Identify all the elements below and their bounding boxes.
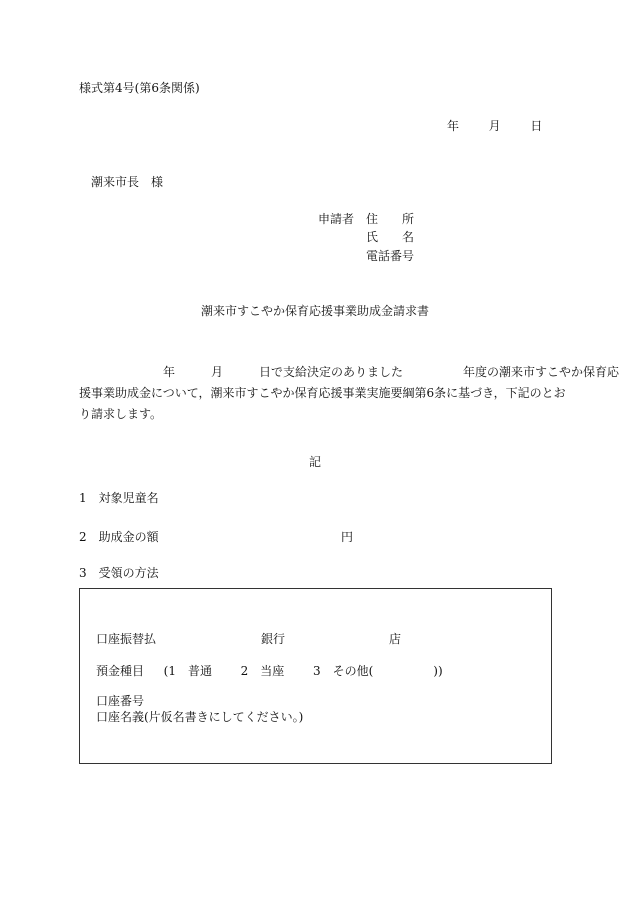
date-day-label: 日 bbox=[530, 119, 543, 133]
account-number-label: 口座番号 bbox=[96, 694, 145, 708]
date-year-label: 年 bbox=[447, 119, 460, 133]
deposit-option-ordinary: (1 普通 bbox=[163, 664, 212, 678]
deposit-option-current: 2 当座 bbox=[240, 664, 285, 678]
applicant-name-label: 氏 名 bbox=[366, 230, 415, 244]
item-target-child: 1 対象児童名 bbox=[79, 491, 159, 505]
account-name-label: 口座名義(片仮名書きにしてください。) bbox=[96, 710, 304, 724]
deposit-type-row bbox=[96, 665, 443, 677]
applicant-phone-label: 電話番号 bbox=[366, 249, 415, 263]
form-number: 様式第4号(第6条関係) bbox=[79, 81, 200, 95]
ki-heading: 記 bbox=[308, 455, 321, 469]
body-line-1: 年 月 日で支給決定のありました 年度の潮来市すこやか保育応 bbox=[79, 365, 620, 379]
date-month-label: 月 bbox=[488, 119, 501, 133]
deposit-type-label: 預金種目 bbox=[96, 664, 145, 678]
yen-unit: 円 bbox=[341, 530, 354, 544]
recipient: 潮来市長 様 bbox=[91, 175, 164, 189]
item-grant-amount: 2 助成金の額 bbox=[79, 530, 159, 544]
bank-label: 銀行 bbox=[261, 632, 286, 646]
deposit-option-other: 3 その他( )) bbox=[312, 664, 443, 678]
payment-method-box bbox=[79, 588, 552, 764]
item-receipt-method: 3 受領の方法 bbox=[79, 566, 159, 580]
body-paragraph bbox=[79, 362, 620, 425]
date-line bbox=[447, 120, 542, 132]
body-line-2: 援事業助成金について，潮来市すこやか保育応援事業実施要綱第6条に基づき，下記のとお bbox=[79, 386, 566, 400]
applicant-label: 申請者 bbox=[318, 212, 355, 226]
account-transfer-label: 口座振替払 bbox=[96, 632, 157, 646]
branch-label: 店 bbox=[389, 632, 402, 646]
document-title: 潮来市すこやか保育応援事業助成金請求書 bbox=[200, 304, 429, 318]
body-line-3: り請求します。 bbox=[79, 407, 163, 421]
applicant-address-label: 住 所 bbox=[366, 212, 415, 226]
